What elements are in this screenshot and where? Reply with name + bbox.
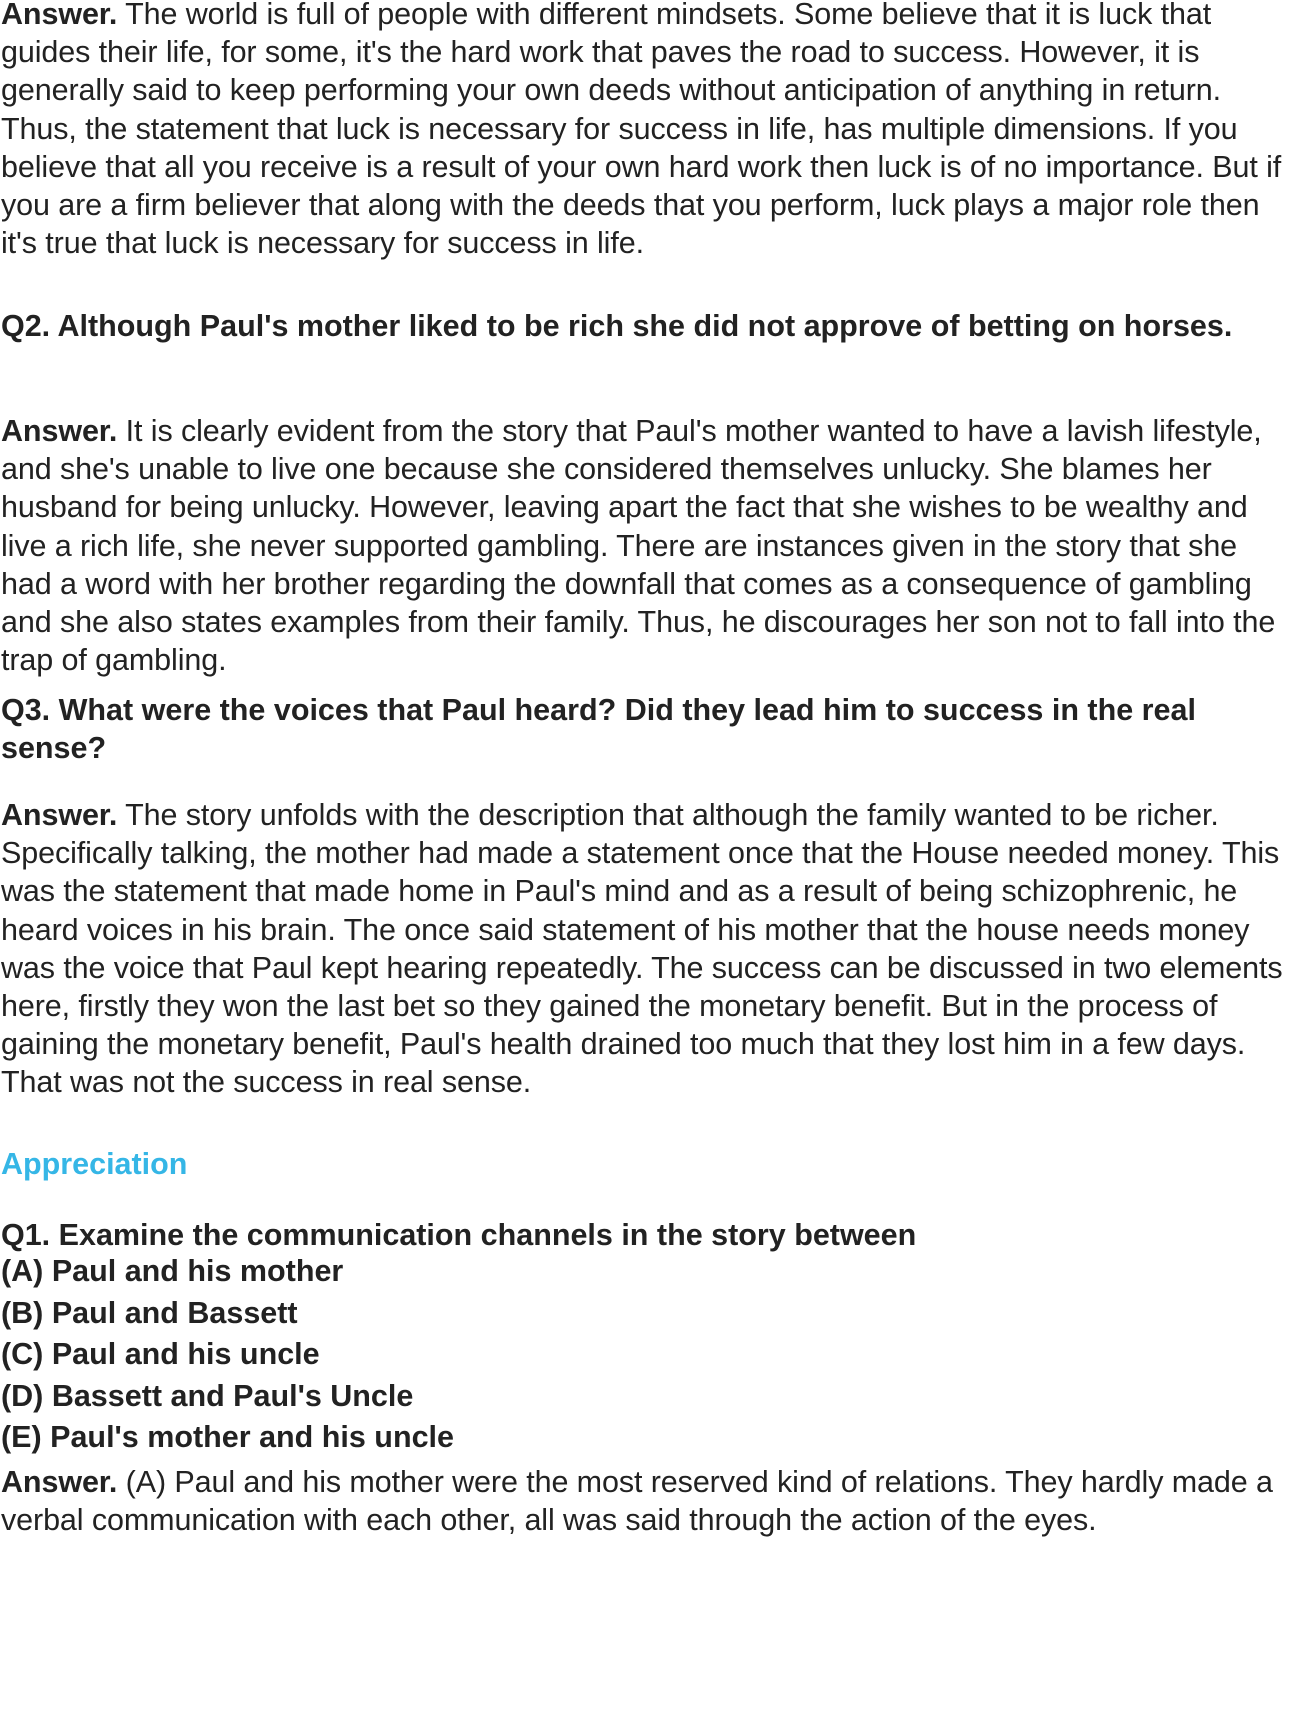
answer-label: Answer. <box>1 1465 118 1499</box>
answer-label: Answer. <box>1 0 118 31</box>
answer-paragraph-q1 <box>1 0 1291 262</box>
answer-text: The world is full of people with different mindsets. Some believe that it is luck that guides their life, for some, it's the hard work that paves the road to success. However, it is generally said to keep performing your own deeds without anticipation of anything in return. Thus, the statement that luck is necessary for success in life, has multiple dimensions. If you believe that all you receive is a result of your own hard work then luck is of no importance. But if you are a firm believer that along with the deeds that you perform, luck plays a major role then it's true that luck is necessary for success in life. <box>1 0 1282 261</box>
options-list <box>1 1251 454 1459</box>
question-q3: Q3. What were the voices that Paul heard? Did they lead him to success in the real sense? <box>1 693 1196 765</box>
option-d: (D) Bassett and Paul's Uncle <box>1 1378 414 1413</box>
question-q2: Q2. Although Paul's mother liked to be rich she did not approve of betting on horses. <box>1 309 1233 343</box>
answer-paragraph-q2 <box>1 412 1291 679</box>
answer-paragraph-q3 <box>1 796 1291 1102</box>
answer-text: (A) Paul and his mother were the most reserved kind of relations. They hardly made a verbal communication with each other, all was said through the action of the eyes. <box>1 1465 1273 1538</box>
option-a: (A) Paul and his mother <box>1 1254 344 1288</box>
option-b: (B) Paul and Bassett <box>1 1295 298 1330</box>
answer-label: Answer. <box>1 414 118 448</box>
answer-text: The story unfolds with the description that although the family wanted to be richer. Specifically talking, the mother had made a statement once that the House needed money. This was the statement that made home in Paul's mind and as a result of being schizophrenic, he heard voices in his brain. The once said statement of his mother that the house needs money was the voice that Paul kept hearing repeatedly. The success can be discussed in two elements here, firstly they won the last bet so they gained the monetary benefit. But in the process of gaining the monetary benefit, Paul's health drained too much that they lost him in a few days. That was not the success in real sense. <box>1 798 1283 1100</box>
option-e: (E) Paul's mother and his uncle <box>1 1420 454 1454</box>
question-appreciation-q1: Q1. Examine the communication channels in the story between <box>1 1218 917 1252</box>
section-heading-appreciation: Appreciation <box>1 1147 188 1181</box>
answer-text: It is clearly evident from the story that Paul's mother wanted to have a lavish lifestyle, and she's unable to live one because she considered themselves unlucky. She blames her husband for being unlucky. However, leaving apart the fact that she wishes to be wealthy and live a rich life, she never supported gambling. There are instances given in the story that she had a word with her brother regarding the downfall that comes as a consequence of gambling and she also states examples from their family. Thus, he discourages her son not to fall into the trap of gambling. <box>1 414 1276 678</box>
answer-paragraph-appreciation-q1 <box>1 1463 1291 1539</box>
option-c: (C) Paul and his uncle <box>1 1337 320 1371</box>
answer-label: Answer. <box>1 798 118 832</box>
